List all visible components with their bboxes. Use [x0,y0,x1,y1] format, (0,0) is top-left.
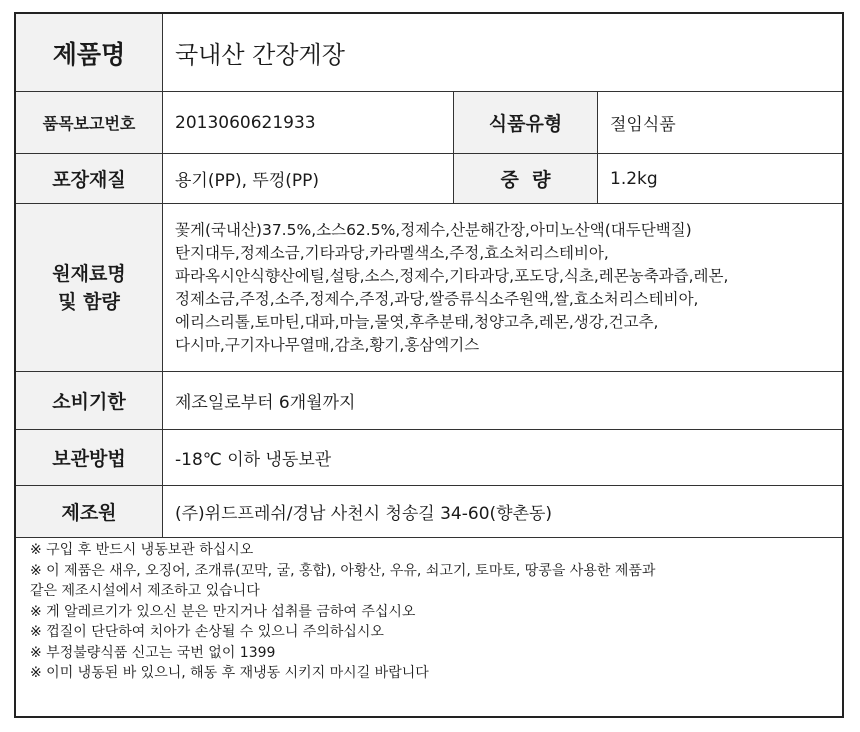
notice-item: 같은 제조시설에서 제조하고 있습니다 [30,583,260,599]
notice-item: ※ 게 알레르기가 있으신 분은 만지거나 섭취를 금하여 주십시오 [30,603,416,620]
food-type-label: 식품유형 [453,92,598,153]
product-name-value: 국내산 간장게장 [175,41,345,69]
row-report-number [16,92,842,154]
ingredients-label-line1: 원재료명 [52,262,126,285]
notice-item: ※ 부정불량식품 신고는 국번 없이 1399 [30,644,276,661]
storage-label: 보관방법 [16,430,163,485]
ingredients-line: 다시마,구기자나무열매,감초,황기,홍삼엑기스 [175,335,480,354]
expiry-value: 제조일로부터 6개월까지 [175,393,356,413]
ingredients-line: 에리스리톨,토마틴,대파,마늘,물엿,후추분태,청양고추,레몬,생강,건고추, [175,312,659,331]
ingredients-line: 꽃게(국내산)37.5%,소스62.5%,정제수,산분해간장,아미노산액(대두단백질) [175,220,692,239]
row-product-name [16,14,842,92]
notice-list [30,540,655,684]
row-expiry [16,372,842,430]
manufacturer-value: (주)위드프레쉬/경남 사천시 청송길 34-60(향촌동) [175,504,553,524]
notice-item: ※ 이미 냉동된 바 있으니, 해동 후 재냉동 시키지 마시길 바랍니다 [30,665,429,681]
row-manufacturer [16,486,842,538]
food-type-value: 절임식품 [610,115,676,135]
report-number-label: 품목보고번호 [16,92,163,153]
ingredients-label [16,204,163,371]
row-packaging [16,154,842,204]
row-ingredients [16,204,842,372]
ingredients-line: 정제소금,주정,소주,정제수,주정,과당,쌀증류식소주원액,쌀,효소처리스테비아, [175,289,699,308]
expiry-label: 소비기한 [16,372,163,429]
packaging-label: 포장재질 [16,154,163,203]
ingredients-line: 파라옥시안식향산에틸,설탕,소스,정제수,기타과당,포도당,식초,레몬농축과즙,레몬, [175,266,729,285]
packaging-value: 용기(PP), 뚜껑(PP) [175,171,320,191]
storage-value: -18℃ 이하 냉동보관 [175,450,332,470]
notice-item: ※ 구입 후 반드시 냉동보관 하십시오 [30,542,254,558]
notice-item: ※ 이 제품은 새우, 오징어, 조개류(꼬막, 굴, 홍합), 아황산, 우유, 쇠고기, 토마토, 땅콩을 사용한 제품과 [30,562,656,579]
product-name-label: 제품명 [16,14,163,91]
ingredients-line: 탄지대두,정제소금,기타과당,카라멜색소,주정,효소처리스테비아, [175,243,609,262]
report-number-value: 2013060621933 [175,112,316,133]
weight-label: 중 량 [453,154,598,203]
ingredients-value [163,204,728,371]
ingredients-label-line2: 및 함량 [58,290,120,313]
notice-item: ※ 껍질이 단단하여 치아가 손상될 수 있으니 주의하십시오 [30,624,384,640]
weight-value: 1.2kg [610,168,658,189]
manufacturer-label: 제조원 [16,486,163,537]
row-storage [16,430,842,486]
